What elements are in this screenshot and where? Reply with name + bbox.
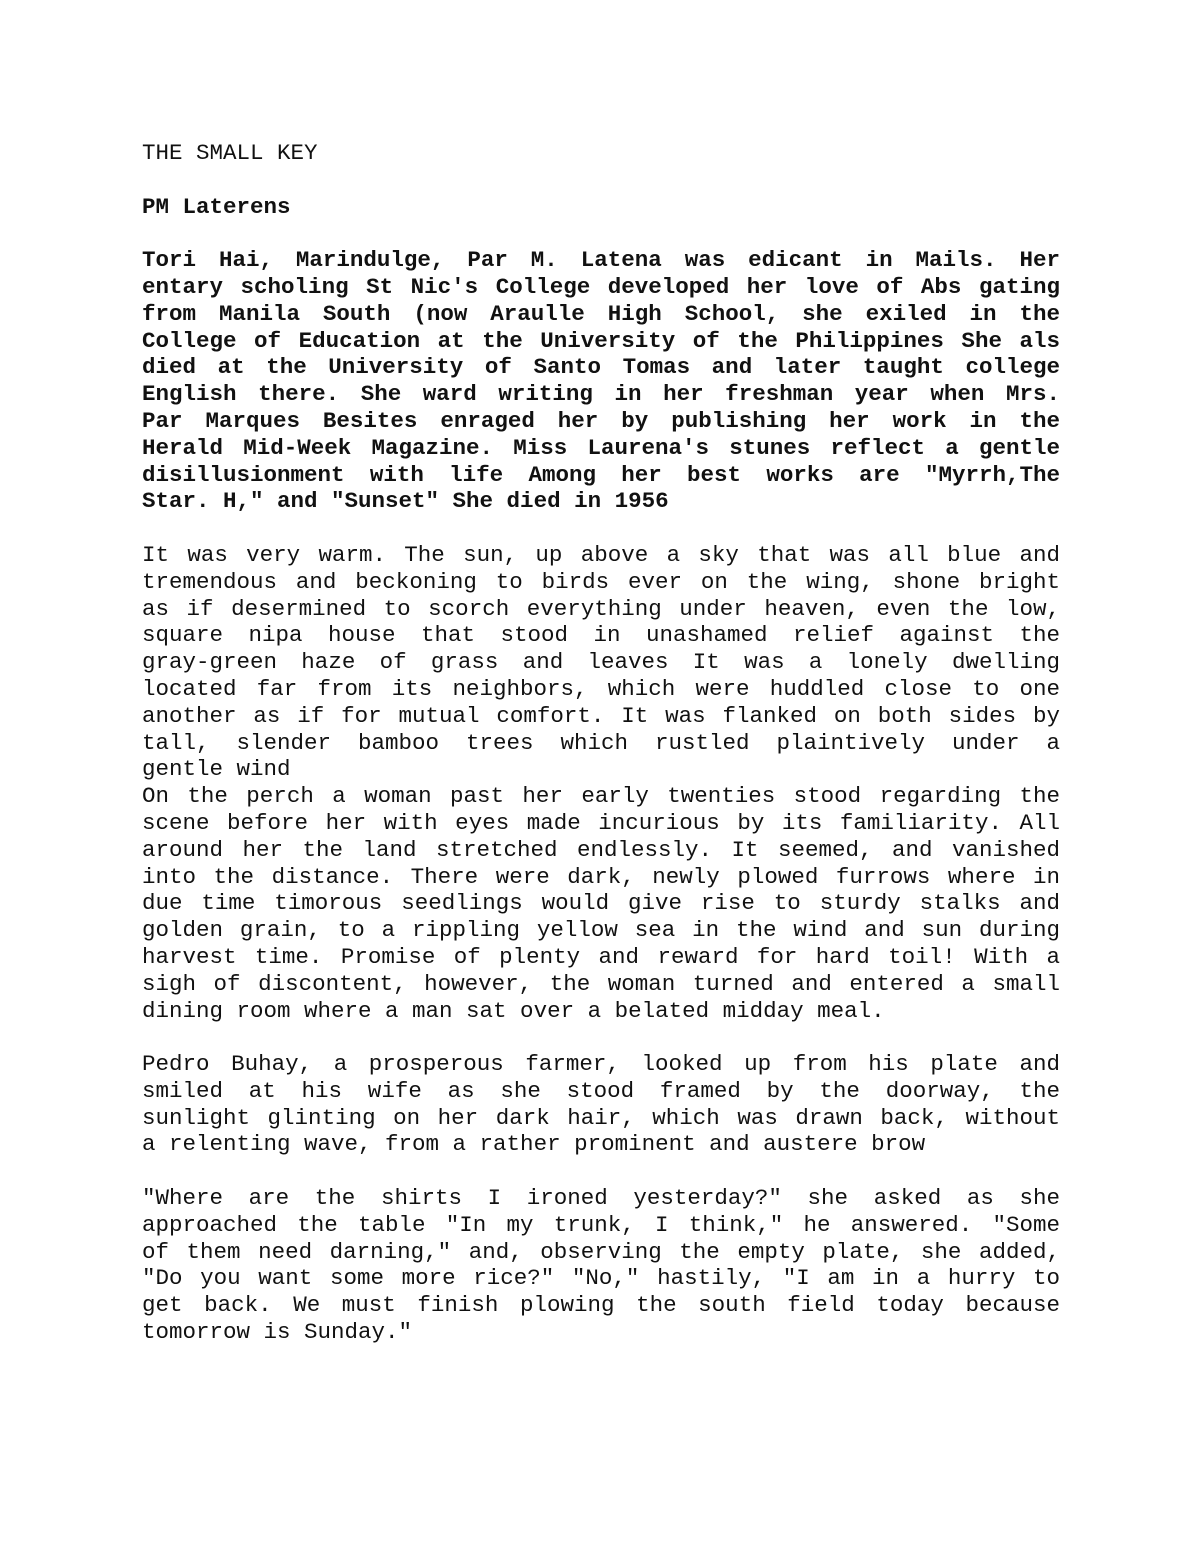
- spacer: [142, 220, 1060, 247]
- paragraph-line: a relenting wave, from a rather prominent and austere brow: [142, 1131, 926, 1158]
- paragraph-line: around her the land stretched endlessly. It seemed, and vanished: [142, 836, 1060, 863]
- spacer: [142, 1024, 1060, 1051]
- bio-line: entary scholing St Nic's College developed her love of Abs gating: [142, 273, 1060, 300]
- author-bio: [142, 247, 1060, 515]
- paragraph-line: On the perch a woman past her early twenties stood regarding the: [142, 783, 1060, 810]
- paragraph-line: as if desermined to scorch everything under heaven, even the low,: [142, 595, 1060, 622]
- paragraph-line: into the distance. There were dark, newly plowed furrows where in: [142, 863, 1060, 890]
- paragraph-line: due time timorous seedlings would give rise to sturdy stalks and: [142, 890, 1060, 917]
- paragraph-line: another as if for mutual comfort. It was flanked on both sides by: [142, 702, 1060, 729]
- bio-line: from Manila South (now Araulle High School, she exiled in the: [142, 300, 1060, 327]
- bio-line: English there. She ward writing in her freshman year when Mrs.: [142, 381, 1060, 408]
- paragraph-line: dining room where a man sat over a belated midday meal.: [142, 997, 885, 1024]
- bio-line: disillusionment with life Among her best works are "Myrrh,The: [142, 461, 1060, 488]
- paragraph-line: get back. We must finish plowing the south field today because: [142, 1292, 1060, 1319]
- paragraph-line: square nipa house that stood in unashamed relief against the: [142, 622, 1060, 649]
- paragraph-line: "Do you want some more rice?" "No," hastily, "I am in a hurry to: [142, 1265, 1060, 1292]
- bio-line: Tori Hai, Marindulge, Par M. Latena was edicant in Mails. Her: [142, 247, 1060, 274]
- document-page: [142, 140, 1060, 1346]
- bio-line: College of Education at the University of the Philippines She als: [142, 327, 1060, 354]
- paragraph-line: tomorrow is Sunday.": [142, 1319, 413, 1346]
- bio-line: died at the University of Santo Tomas and later taught college: [142, 354, 1060, 381]
- paragraph-line: sunlight glinting on her dark hair, which was drawn back, without: [142, 1104, 1060, 1131]
- spacer: [142, 1158, 1060, 1185]
- bio-line: Star. H," and "Sunset" She died in 1956: [142, 488, 669, 515]
- paragraph-line: harvest time. Promise of plenty and reward for hard toil! With a: [142, 943, 1060, 970]
- story-paragraph-1: [142, 542, 1060, 783]
- author-name: PM Laterens: [142, 193, 291, 220]
- paragraph-line: of them need darning," and, observing the empty plate, she added,: [142, 1238, 1060, 1265]
- paragraph-line: gentle wind: [142, 756, 291, 783]
- paragraph-line: Pedro Buhay, a prosperous farmer, looked up from his plate and: [142, 1051, 1060, 1078]
- paragraph-line: sigh of discontent, however, the woman turned and entered a small: [142, 970, 1060, 997]
- document-title: THE SMALL KEY: [142, 140, 318, 166]
- paragraph-line: tremendous and beckoning to birds ever on the wing, shone bright: [142, 568, 1060, 595]
- paragraph-line: gray-green haze of grass and leaves It was a lonely dwelling: [142, 649, 1060, 676]
- spacer: [142, 515, 1060, 542]
- bio-line: Herald Mid-Week Magazine. Miss Laurena's stunes reflect a gentle: [142, 434, 1060, 461]
- paragraph-line: It was very warm. The sun, up above a sky that was all blue and: [142, 541, 1060, 568]
- paragraph-line: scene before her with eyes made incurious by its familiarity. All: [142, 809, 1060, 836]
- paragraph-line: approached the table "In my trunk, I think," he answered. "Some: [142, 1211, 1060, 1238]
- paragraph-line: "Where are the shirts I ironed yesterday?" she asked as she: [142, 1185, 1060, 1212]
- spacer: [142, 167, 1060, 194]
- story-paragraph-2: [142, 783, 1060, 1024]
- paragraph-line: smiled at his wife as she stood framed by the doorway, the: [142, 1077, 1060, 1104]
- paragraph-line: tall, slender bamboo trees which rustled plaintively under a: [142, 729, 1060, 756]
- story-paragraph-4: [142, 1185, 1060, 1346]
- paragraph-line: located far from its neighbors, which were huddled close to one: [142, 675, 1060, 702]
- paragraph-line: golden grain, to a rippling yellow sea in the wind and sun during: [142, 917, 1060, 944]
- bio-line: Par Marques Besites enraged her by publishing her work in the: [142, 407, 1060, 434]
- story-paragraph-3: [142, 1051, 1060, 1158]
